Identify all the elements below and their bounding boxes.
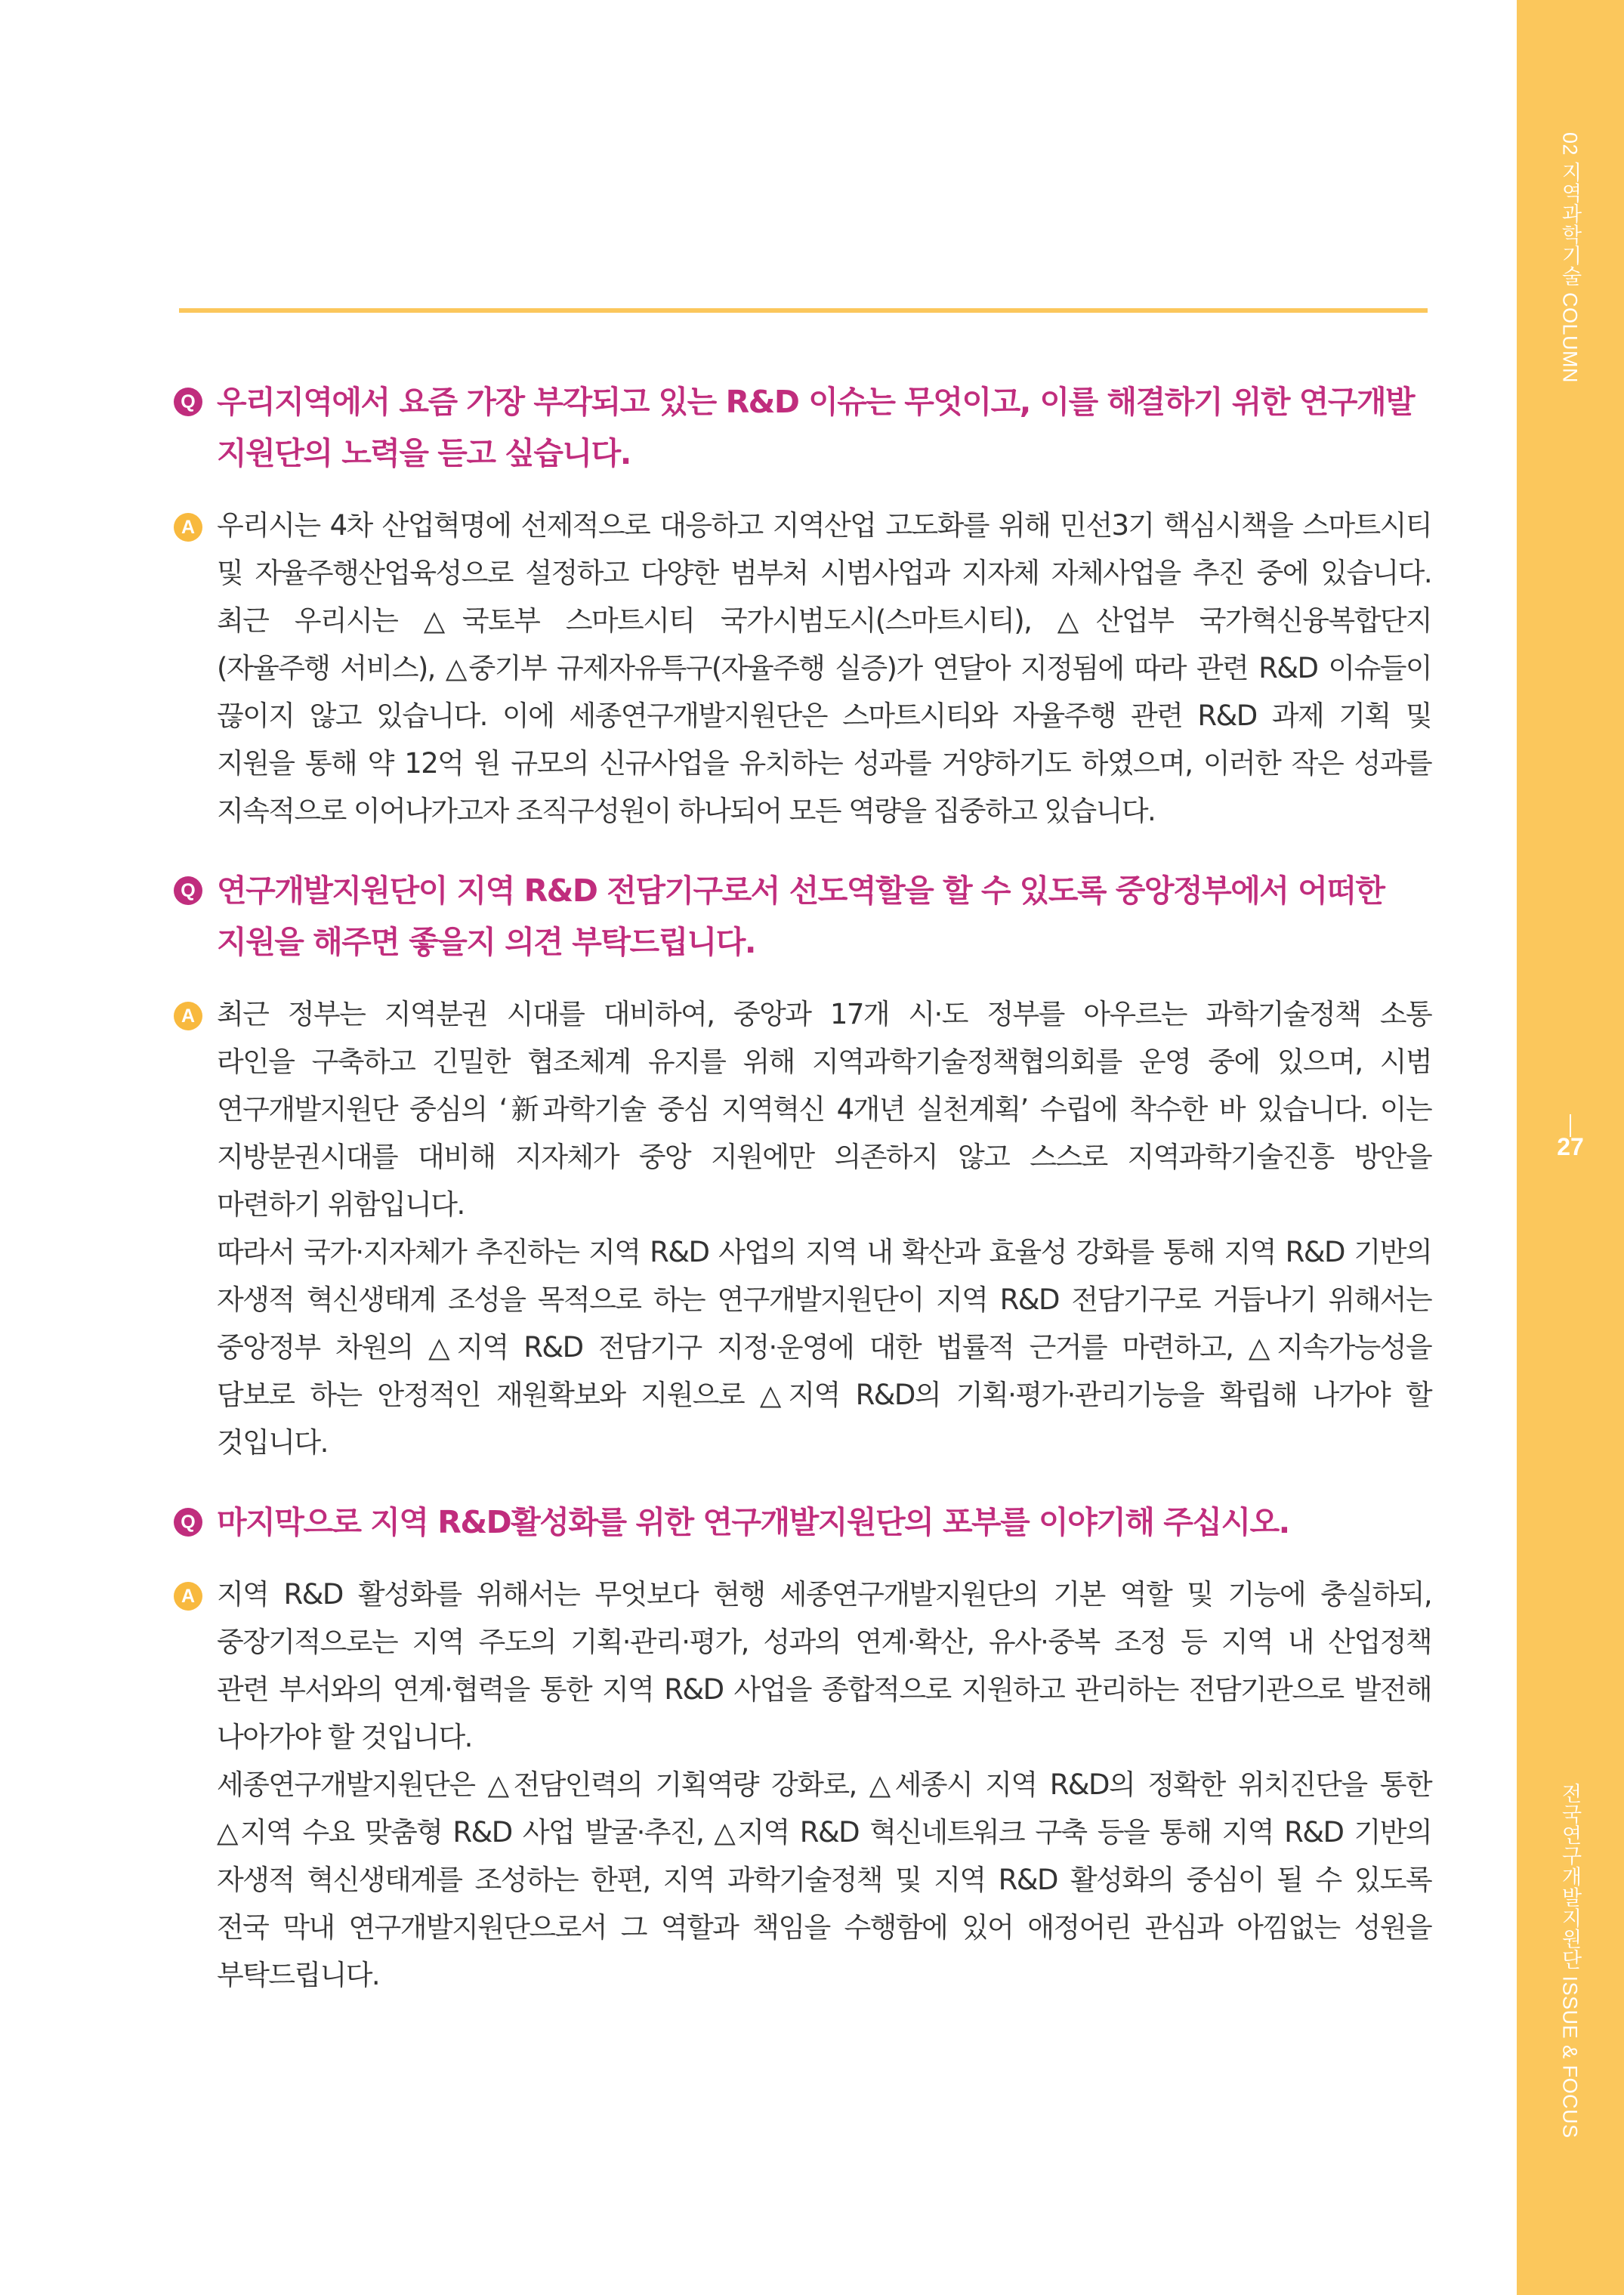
question-line: 마지막으로 지역 R&D활성화를 위한 연구개발지원단의 포부를 이야기해 주십시오. bbox=[217, 1504, 1289, 1540]
sidebar bbox=[1517, 0, 1624, 2295]
answer-line: 지역 R&D 활성화를 위해서는 무엇보다 현행 세종연구개발지원단의 기본 역할 및 기능에 충실하되, bbox=[217, 1578, 1431, 1611]
answer-line: △지역 수요 맞춤형 R&D 사업 발굴·추진, △지역 R&D 혁신네트워크 구축 등을 통해 지역 R&D 기반의 bbox=[217, 1816, 1431, 1849]
answer bbox=[174, 502, 1431, 835]
answer-line: 중앙정부 차원의 △지역 R&D 전담기구 지정·운영에 대한 법률적 근거를 마련하고, △지속가능성을 bbox=[217, 1331, 1431, 1364]
answer-line: 담보로 하는 안정적인 재원확보와 지원으로 △지역 R&D의 기획·평가·관리기능을 확립해 나가야 할 bbox=[217, 1379, 1431, 1411]
answer-line: 나아가야 할 것입니다. bbox=[217, 1721, 472, 1753]
header-rule bbox=[179, 308, 1428, 313]
answer-line: 중장기적으로는 지역 주도의 기획·관리·평가, 성과의 연계·확산, 유사·중복 조정 등 지역 내 산업정책 bbox=[217, 1626, 1431, 1658]
question-badge-icon: Q bbox=[174, 876, 202, 905]
answer-line: 관련 부서와의 연계·협력을 통한 지역 R&D 사업을 종합적으로 지원하고 관리하는 전담기관으로 발전해 bbox=[217, 1673, 1431, 1706]
qa-block bbox=[174, 865, 1431, 1466]
answer-line: 지방분권시대를 대비해 지자체가 중앙 지원에만 의존하지 않고 스스로 지역과학기술진흥 방안을 bbox=[217, 1141, 1431, 1173]
qa-block bbox=[174, 376, 1431, 835]
section-label: 02 지역과학기술 COLUMN bbox=[1558, 132, 1582, 384]
question-line: 우리지역에서 요즘 가장 부각되고 있는 R&D 이슈는 무엇이고, 이를 해결하기 위한 연구개발 bbox=[217, 384, 1415, 420]
answer-line: 것입니다. bbox=[217, 1426, 328, 1459]
answer-badge-icon: A bbox=[174, 1582, 202, 1611]
answer-line: 지속적으로 이어나가고자 조직구성원이 하나되어 모든 역량을 집중하고 있습니다. bbox=[217, 795, 1156, 827]
answer-line: 및 자율주행산업육성으로 설정하고 다양한 범부처 시범사업과 지자체 자체사업을 추진 중에 있습니다. bbox=[217, 557, 1431, 589]
answer-line: 끊이지 않고 있습니다. 이에 세종연구개발지원단은 스마트시티와 자율주행 관련 R&D 과제 기획 및 bbox=[217, 700, 1431, 732]
publication-label: 전국연구개발지원단 ISSUE & FOCUS bbox=[1558, 1783, 1582, 2139]
answer-line: 연구개발지원단 중심의 ‘新과학기술 중심 지역혁신 4개년 실천계획’ 수립에 착수한 바 있습니다. 이는 bbox=[217, 1093, 1431, 1126]
question-badge-icon: Q bbox=[174, 388, 202, 416]
question bbox=[174, 1497, 1431, 1548]
answer-line: 자생적 혁신생태계 조성을 목적으로 하는 연구개발지원단이 지역 R&D 전담기구로 거듭나기 위해서는 bbox=[217, 1283, 1431, 1316]
answer-badge-icon: A bbox=[174, 513, 202, 542]
answer-line: 자생적 혁신생태계를 조성하는 한편, 지역 과학기술정책 및 지역 R&D 활성화의 중심이 될 수 있도록 bbox=[217, 1864, 1431, 1896]
question-line: 연구개발지원단이 지역 R&D 전담기구로서 선도역할을 할 수 있도록 중앙정부에서 어떠한 bbox=[217, 873, 1385, 909]
question-line: 지원단의 노력을 듣고 싶습니다. bbox=[217, 435, 631, 471]
answer-line: 부탁드립니다. bbox=[217, 1959, 380, 1991]
qa-content bbox=[174, 376, 1431, 2029]
answer-line: 따라서 국가·지자체가 추진하는 지역 R&D 사업의 지역 내 확산과 효율성 강화를 통해 지역 R&D 기반의 bbox=[217, 1236, 1431, 1268]
question-badge-icon: Q bbox=[174, 1508, 202, 1537]
answer-line: 세종연구개발지원단은 △전담인력의 기획역량 강화로, △세종시 지역 R&D의 정확한 위치진단을 통한 bbox=[217, 1768, 1431, 1801]
answer-line: 라인을 구축하고 긴밀한 협조체계 유지를 위해 지역과학기술정책협의회를 운영 중에 있으며, 시범 bbox=[217, 1046, 1431, 1078]
answer-line: (자율주행 서비스), △중기부 규제자유특구(자율주행 실증)가 연달아 지정됨에 따라 관련 R&D 이슈들이 bbox=[217, 652, 1431, 684]
answer-line: 우리시는 4차 산업혁명에 선제적으로 대응하고 지역산업 고도화를 위해 민선3기 핵심시책을 스마트시티 bbox=[217, 509, 1431, 542]
question bbox=[174, 376, 1431, 479]
answer-line: 최근 우리시는 △국토부 스마트시티 국가시범도시(스마트시티), △산업부 국가혁신융복합단지 bbox=[217, 604, 1431, 637]
answer-line: 지원을 통해 약 12억 원 규모의 신규사업을 유치하는 성과를 거양하기도 하였으며, 이러한 작은 성과를 bbox=[217, 747, 1431, 780]
answer bbox=[174, 1571, 1431, 1999]
qa-block bbox=[174, 1497, 1431, 1999]
question bbox=[174, 865, 1431, 968]
answer-line: 최근 정부는 지역분권 시대를 대비하여, 중앙과 17개 시·도 정부를 아우르는 과학기술정책 소통 bbox=[217, 998, 1431, 1030]
answer-badge-icon: A bbox=[174, 1002, 202, 1030]
answer bbox=[174, 990, 1431, 1466]
question-line: 지원을 해주면 좋을지 의견 부탁드립니다. bbox=[217, 924, 755, 960]
answer-line: 마련하기 위함입니다. bbox=[217, 1188, 465, 1221]
page-number: 27 bbox=[1557, 1133, 1584, 1160]
answer-line: 전국 막내 연구개발지원단으로서 그 역할과 책임을 수행함에 있어 애정어린 관심과 아낌없는 성원을 bbox=[217, 1911, 1431, 1944]
